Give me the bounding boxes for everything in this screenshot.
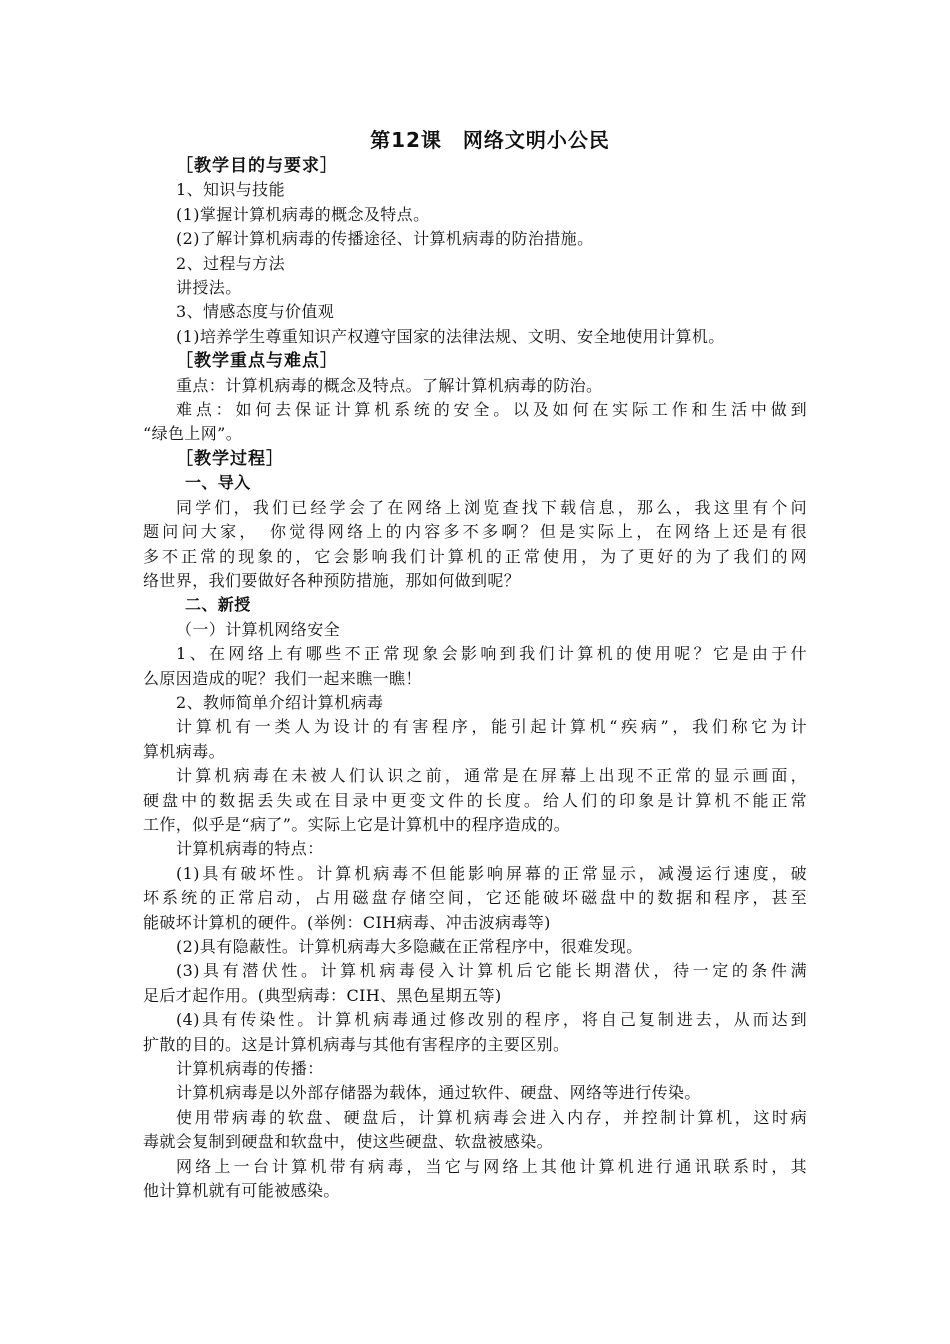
- text-line: 网络上一台计算机带有病毒，当它与网络上其他计算机进行通讯联系时，其: [176, 1156, 807, 1176]
- text-line: 重点：计算机病毒的概念及特点。了解计算机病毒的防治。: [176, 375, 603, 395]
- text-line: 足后才起作用。(典型病毒：CIH、黑色星期五等): [143, 985, 502, 1005]
- text-line: (4)具有传染性。计算机病毒通过修改别的程序，将自己复制进去，从而达到: [176, 1010, 807, 1030]
- text-line: (1)掌握计算机病毒的概念及特点。: [176, 204, 430, 224]
- text-line: (2)具有隐蔽性。计算机病毒大多隐藏在正常程序中，很难发现。: [176, 937, 643, 956]
- text-line: 计算机病毒是以外部存储器为载体，通过软件、硬盘、网络等进行传染。: [176, 1083, 701, 1103]
- text-line: 硬盘中的数据丢失或在目录中更变文件的长度。给人们的印象是计算机不能正常: [143, 790, 807, 810]
- document-body: [143, 154, 807, 1203]
- text-line: 计算机有一类人为设计的有害程序，能引起计算机“疾病”，我们称它为计: [176, 717, 807, 737]
- document-page: [143, 126, 807, 1203]
- text-line: 题问问大家， 你觉得网络上的内容多不多啊？但是实际上，在网络上还是有很: [143, 522, 807, 542]
- text-line: 使用带病毒的软盘、硬盘后，计算机病毒会进入内存，并控制计算机，这时病: [176, 1107, 807, 1127]
- text-line: 难点：如何去保证计算机系统的安全。以及如何在实际工作和生活中做到: [176, 400, 807, 420]
- text-line: 3、情感态度与价值观: [176, 302, 335, 322]
- text-line: 能破坏计算机的硬件。(举例：CIH病毒、冲击波病毒等): [143, 912, 551, 932]
- text-line: 他计算机就有可能被感染。: [143, 1181, 340, 1201]
- text-line: （一）计算机网络安全: [176, 619, 341, 639]
- text-line: 二、新授: [185, 595, 251, 615]
- text-line: 1、知识与技能: [176, 180, 285, 200]
- text-line: 多不正常的现象的，它会影响我们计算机的正常使用，为了更好的为了我们的网: [143, 546, 807, 566]
- text-line: (1)培养学生尊重知识产权遵守国家的法律法规、文明、安全地使用计算机。: [176, 326, 725, 346]
- text-line: 坏系统的正常启动，占用磁盘存储空间，它还能破坏磁盘中的数据和程序，甚至: [143, 888, 807, 908]
- text-line: ［教学过程］: [176, 448, 284, 469]
- text-line: 1、在网络上有哪些不正常现象会影响到我们计算机的使用呢？它是由于什: [176, 644, 807, 664]
- text-line: 2、教师简单介绍计算机病毒: [176, 692, 384, 712]
- text-line: ［教学目的与要求］: [176, 156, 338, 176]
- text-line: ［教学重点与难点］: [176, 351, 338, 372]
- text-line: (2)了解计算机病毒的传播途径、计算机病毒的防治措施。: [176, 229, 594, 249]
- text-line: 扩散的目的。这是计算机病毒与其他有害程序的主要区别。: [143, 1034, 570, 1054]
- text-line: (1)具有破坏性。计算机病毒不但能影响屏幕的正常显示，减漫运行速度，破: [176, 863, 807, 883]
- text-line: 一、导入: [185, 473, 251, 493]
- text-line: 计算机病毒的特点：: [176, 839, 324, 859]
- text-line: (3)具有潜伏性。计算机病毒侵入计算机后它能长期潜伏，待一定的条件满: [176, 961, 807, 981]
- text-line: 讲授法。: [176, 278, 242, 298]
- text-line: 络世界，我们要做好各种预防措施，那如何做到呢？: [143, 570, 521, 590]
- text-line: 么原因造成的呢？我们一起来瞧一瞧！: [143, 668, 422, 688]
- text-line: 算机病毒。: [143, 741, 226, 761]
- text-line: “绿色上网”。: [143, 424, 243, 444]
- text-line: 同学们，我们已经学会了在网络上浏览查找下载信息，那么，我这里有个问: [176, 497, 807, 517]
- text-line: 毒就会复制到硬盘和软盘中，使这些硬盘、软盘被感染。: [143, 1132, 554, 1152]
- text-line: 工作，似乎是“病了”。实际上它是计算机中的程序造成的。: [143, 814, 571, 834]
- lesson-title: 第12课 网络文明小公民: [370, 128, 610, 152]
- text-line: 计算机病毒在未被人们认识之前，通常是在屏幕上出现不正常的显示画面，: [176, 766, 807, 786]
- text-line: 2、过程与方法: [176, 253, 285, 273]
- text-line: 计算机病毒的传播：: [176, 1059, 324, 1079]
